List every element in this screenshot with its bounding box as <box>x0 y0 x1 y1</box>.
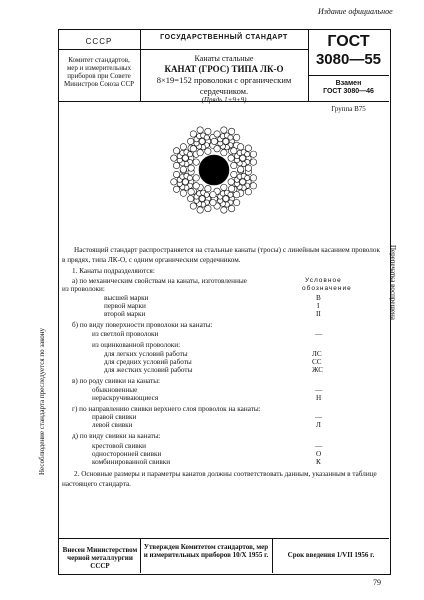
strand-outer-wire <box>228 179 234 185</box>
strand-outer-wire <box>233 199 239 205</box>
strand-outer-wire <box>190 131 196 137</box>
a2-label: первой марки <box>104 302 146 310</box>
strand-inner-wire <box>245 152 250 157</box>
strand-outer-wire <box>197 127 203 133</box>
c2-code: Н <box>316 394 322 402</box>
b5-code: ЖС <box>312 366 324 374</box>
strand-outer-wire <box>245 165 251 171</box>
e1-label: крестовой свивки <box>92 442 147 450</box>
page-number: 79 <box>373 578 381 587</box>
d-head: г) по направлению свивки верхнего слоя проволок на канаты: <box>72 405 261 413</box>
a1-code: В <box>316 294 321 302</box>
strand-outer-wire <box>188 189 194 195</box>
strand-outer-wire <box>190 203 196 209</box>
strand-outer-wire <box>193 159 199 165</box>
strand-outer-wire <box>233 134 239 140</box>
strand-outer-wire <box>197 149 203 155</box>
b4-code: СС <box>312 358 322 366</box>
effective-date: Срок введения 1/VII 1956 г. <box>287 551 375 559</box>
strand-outer-wire <box>173 148 179 154</box>
c1-label: обыкновенные <box>92 386 138 394</box>
strand-outer-wire <box>190 146 196 152</box>
strand-outer-wire <box>250 159 256 165</box>
strand-outer-wire <box>228 155 234 161</box>
para-1: 1. Канаты подразделяются: <box>72 267 155 275</box>
strand-outer-wire <box>245 145 251 151</box>
b2-label: из оцинкованной проволоки: <box>92 341 181 349</box>
gos-standard-label: ГОСУДАРСТВЕННЫЙ СТАНДАРТ <box>160 34 288 41</box>
strand-outer-wire <box>250 183 256 189</box>
strand-inner-wire <box>204 135 209 140</box>
codes-header-2: обозначение <box>302 285 352 292</box>
strand-outer-wire <box>171 155 177 161</box>
codes-header-1: Условное <box>305 277 342 284</box>
side-note-right: Перепечатка воспрещена <box>389 245 397 320</box>
intro-paragraph: Настоящий стандарт распространяется на стальные канаты (тросы) с линейным касанием проволок в прядях, типа ЛК-О, с одним органическим сердечником. <box>62 246 380 264</box>
group-label: Группа В75 <box>331 105 366 113</box>
strand-outer-wire <box>221 184 227 190</box>
strand-outer-wire <box>250 151 256 157</box>
strand-outer-wire <box>188 165 194 171</box>
strand-outer-wire <box>171 179 177 185</box>
strand-outer-wire <box>245 189 251 195</box>
strand-outer-wire <box>237 166 243 172</box>
rope-cross-section-figure <box>164 120 264 220</box>
strand-inner-wire <box>204 192 209 197</box>
strand-outer-wire <box>250 175 256 181</box>
strand-outer-wire <box>180 190 186 196</box>
strand-outer-wire <box>211 138 217 144</box>
d2-label: левой свивки <box>92 421 133 429</box>
d1-code: — <box>315 413 323 421</box>
strand-outer-wire <box>228 205 234 211</box>
title-line-3: сердечником. <box>199 86 249 96</box>
body-text-2 <box>62 458 382 518</box>
strand-inner-wire <box>228 135 233 140</box>
replaces-label: Взамен <box>335 80 362 87</box>
strand-outer-wire <box>205 185 211 191</box>
strand-outer-wire <box>173 171 179 177</box>
category-label: Канаты стальные <box>194 54 254 63</box>
title-line-1: КАНАТ (ГРОС) ТИПА ЛК-О <box>164 64 284 74</box>
gost-label: ГОСТ <box>327 33 370 50</box>
ussr-label: СССР <box>85 37 113 46</box>
para-2: 2. Основные размеры и параметры канатов должны соответствовать данным, указанным в таблице настоящего стандарта. <box>62 470 377 488</box>
approved-by: Утвержден Комитетом стандартов, мер и измерительных приборов 10/X 1955 г. <box>143 543 269 559</box>
strand-outer-wire <box>210 192 216 198</box>
b3-code: ЛС <box>312 350 322 358</box>
e1-code: — <box>315 442 323 450</box>
edition-note: Издание официальное <box>318 7 393 16</box>
e-head: д) по виду свивки на канаты: <box>72 432 161 440</box>
e2-label: односторонней свивки <box>92 450 162 458</box>
strand-center-wire <box>199 196 205 202</box>
strand-inner-wire <box>228 192 233 197</box>
c2-label: нераскручивающиеся <box>92 394 159 402</box>
a-head-2: из проволоки: <box>62 285 105 293</box>
strand-outer-wire <box>221 207 227 213</box>
strand-center-wire <box>223 138 229 144</box>
a2-code: I <box>317 302 320 310</box>
a3-label: второй марки <box>104 310 146 318</box>
strand-outer-wire <box>231 171 237 177</box>
strand-center-wire <box>240 155 246 161</box>
committee-label: Комитет стандартов, мер и измерительных приборов при Совете Министров Союза ССР <box>63 56 135 88</box>
strand-outer-wire <box>231 148 237 154</box>
side-note-left: Несоблюдение стандарта преследуется по закону <box>38 328 46 475</box>
b1-label: из светлой проволоки <box>92 330 159 338</box>
strand-center-wire <box>182 179 188 185</box>
e3-label: комбинированной свивки <box>92 458 171 466</box>
strand-outer-wire <box>214 131 220 137</box>
c1-code: — <box>315 386 323 394</box>
strand-center-wire <box>240 179 246 185</box>
d1-label: правой свивки <box>92 413 137 421</box>
strand-outer-wire <box>173 162 179 168</box>
a3-code: II <box>316 310 321 318</box>
title-line-2: 8×19=152 проволоки с органическим <box>156 75 292 85</box>
strand-outer-wire <box>180 166 186 172</box>
introduced-by: Внесен Министерством черной металлургии СССР <box>62 546 138 570</box>
strand-outer-wire <box>193 183 199 189</box>
a1-label: высшей марки <box>104 294 149 302</box>
strand-outer-wire <box>180 144 186 150</box>
strand-outer-wire <box>221 127 227 133</box>
strand-outer-wire <box>197 207 203 213</box>
strand-center-wire <box>199 138 205 144</box>
strand-center-wire <box>182 155 188 161</box>
e2-code: О <box>316 450 322 458</box>
strand-inner-wire <box>187 175 192 180</box>
strand-outer-wire <box>205 128 211 134</box>
strand-outer-wire <box>214 146 220 152</box>
b4-label: для средних условий работы <box>104 358 192 366</box>
strand-inner-wire <box>187 152 192 157</box>
strand-outer-wire <box>233 192 239 198</box>
strand-outer-wire <box>187 138 193 144</box>
strand-outer-wire <box>205 148 211 154</box>
body-text <box>62 246 382 460</box>
a-head-1: а) по механическим свойствам на канаты, изготовленные <box>72 277 247 285</box>
b-head: б) по виду поверхности проволоки на канаты: <box>72 321 213 329</box>
strand-inner-wire <box>245 175 250 180</box>
replaces-value: ГОСТ 3080—46 <box>323 88 374 95</box>
strand-center-wire <box>223 196 229 202</box>
e3-code: К <box>316 458 321 466</box>
gost-number: 3080—55 <box>315 51 382 68</box>
strand-outer-wire <box>205 205 211 211</box>
d2-code: Л <box>316 421 321 429</box>
c-head: в) по роду свивки на канаты: <box>72 377 161 385</box>
b5-label: для жестких условий работы <box>104 366 193 374</box>
strand-outer-wire <box>193 175 199 181</box>
rope-core <box>199 155 229 185</box>
strand-outer-wire <box>173 186 179 192</box>
construction-label: (Прядь 1+9+9) <box>201 96 247 104</box>
strand-outer-wire <box>187 195 193 201</box>
strand-outer-wire <box>228 185 234 191</box>
b1-code: — <box>315 330 323 338</box>
strand-outer-wire <box>221 149 227 155</box>
strand-outer-wire <box>237 144 243 150</box>
strand-outer-wire <box>231 162 237 168</box>
strand-outer-wire <box>210 199 216 205</box>
b3-label: для легких условий работы <box>104 350 188 358</box>
strand-outer-wire <box>228 128 234 134</box>
